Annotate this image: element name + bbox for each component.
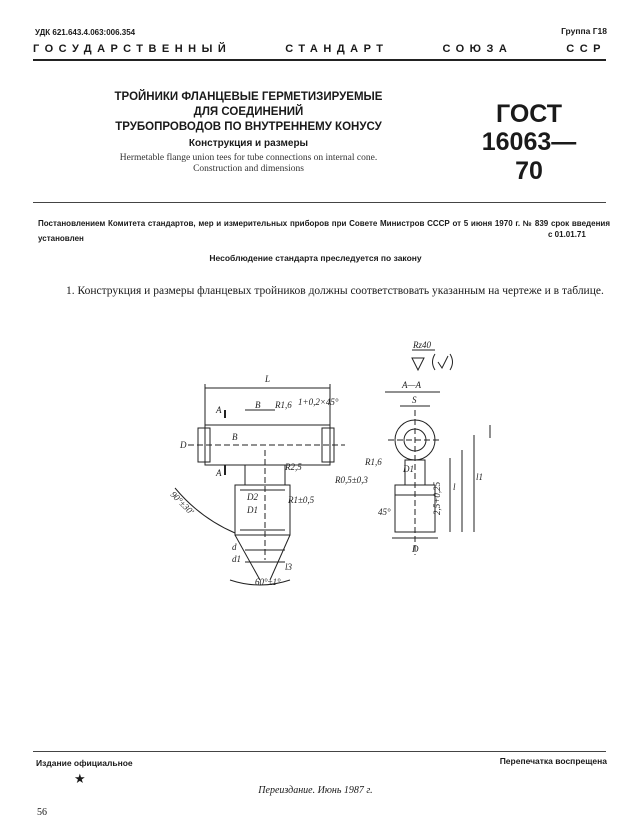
english-title-line: Construction and dimensions [193, 164, 304, 174]
prohibition-notice: Несоблюдение стандарта преследуется по закону [209, 253, 422, 263]
top-rule [33, 59, 606, 61]
middle-rule [33, 202, 606, 203]
reissue-note: Переиздание. Июнь 1987 г. [258, 785, 373, 796]
technical-drawing [150, 340, 495, 595]
edition-note: Издание официальное [36, 758, 133, 768]
radius-label: R0,5±0,3 [335, 475, 368, 485]
dim-d1: d1 [232, 554, 241, 564]
star-icon: ★ [74, 771, 86, 786]
decree-text: Постановлением Комитета стандартов, мер и измерительных приборов при Совете Министров СССР от 5 июня 1970 г. № 839 срок введения установлен [38, 219, 610, 243]
chamfer-label: 1+0,2×45° [298, 397, 339, 407]
dim-B: B [255, 400, 261, 410]
dim-S: S [412, 395, 417, 405]
bottom-rule [33, 751, 606, 752]
chamfer-angle: 45° [378, 507, 391, 517]
radius-label: R2,5 [285, 462, 302, 472]
dim-D: D [180, 440, 187, 450]
dim-l3: l3 [285, 562, 293, 572]
body-paragraph: 1. Конструкция и размеры фланцевых тройников должны соответствовать указанным на чертеже и в таблице. [66, 285, 604, 297]
gost-label: ГОСТ [496, 100, 562, 128]
depth-label: 2,5+0,25 [432, 481, 442, 515]
dim-l1: l1 [476, 472, 484, 482]
decree-date: с 01.01.71 [548, 230, 586, 239]
dim-d: d [232, 542, 237, 552]
roughness-symbol [412, 358, 424, 370]
document-title-line: ТРУБОПРОВОДОВ ПО ВНУТРЕННЕМУ КОНУСУ [115, 121, 382, 133]
udk-code: УДК 621.643.4.063:006.354 [35, 28, 136, 37]
dim-D1-right: D1 [403, 464, 414, 474]
section-title: A—A [402, 380, 421, 390]
dim-B2: B [232, 432, 238, 442]
state-word: СТАНДАРТ [285, 43, 389, 55]
tee-body-horizontal [205, 425, 330, 465]
dim-l: l [453, 482, 456, 492]
angle-label: 60°±1° [255, 577, 281, 587]
reprint-notice: Перепечатка воспрещена [499, 756, 607, 766]
radius-label: R1,6 [275, 400, 292, 410]
group-code: Группа Г18 [561, 26, 607, 36]
radius-label: R1,6 [365, 457, 382, 467]
state-word: ССР [566, 43, 606, 55]
gost-number: 16063—70 [481, 128, 577, 185]
document-subtitle: Конструкция и размеры [188, 138, 309, 149]
tee-thread [235, 485, 290, 535]
document-title-line: ДЛЯ СОЕДИНЕНИЙ [193, 106, 304, 118]
dim-D2: D2 [247, 492, 258, 502]
roughness-label: Rz40 [413, 340, 431, 350]
dim-D1: D1 [247, 505, 258, 515]
section-mark: A [216, 468, 222, 478]
radius-label: R1±0,5 [288, 495, 315, 505]
dim-D-right: D [412, 544, 419, 554]
english-title-line: Hermetable flange union tees for tube connections on internal cone. [119, 153, 378, 163]
state-standard-line [33, 43, 606, 55]
section-mark: A [216, 405, 222, 415]
state-word: ГОСУДАРСТВЕННЫЙ [33, 43, 232, 55]
page-number: 56 [37, 807, 47, 818]
document-title-line: ТРОЙНИКИ ФЛАНЦЕВЫЕ ГЕРМЕТИЗИРУЕМЫЕ [114, 91, 383, 103]
dim-L: L [265, 374, 271, 384]
state-word: СОЮЗА [442, 43, 513, 55]
angle-label: 90°±30' [168, 489, 196, 517]
